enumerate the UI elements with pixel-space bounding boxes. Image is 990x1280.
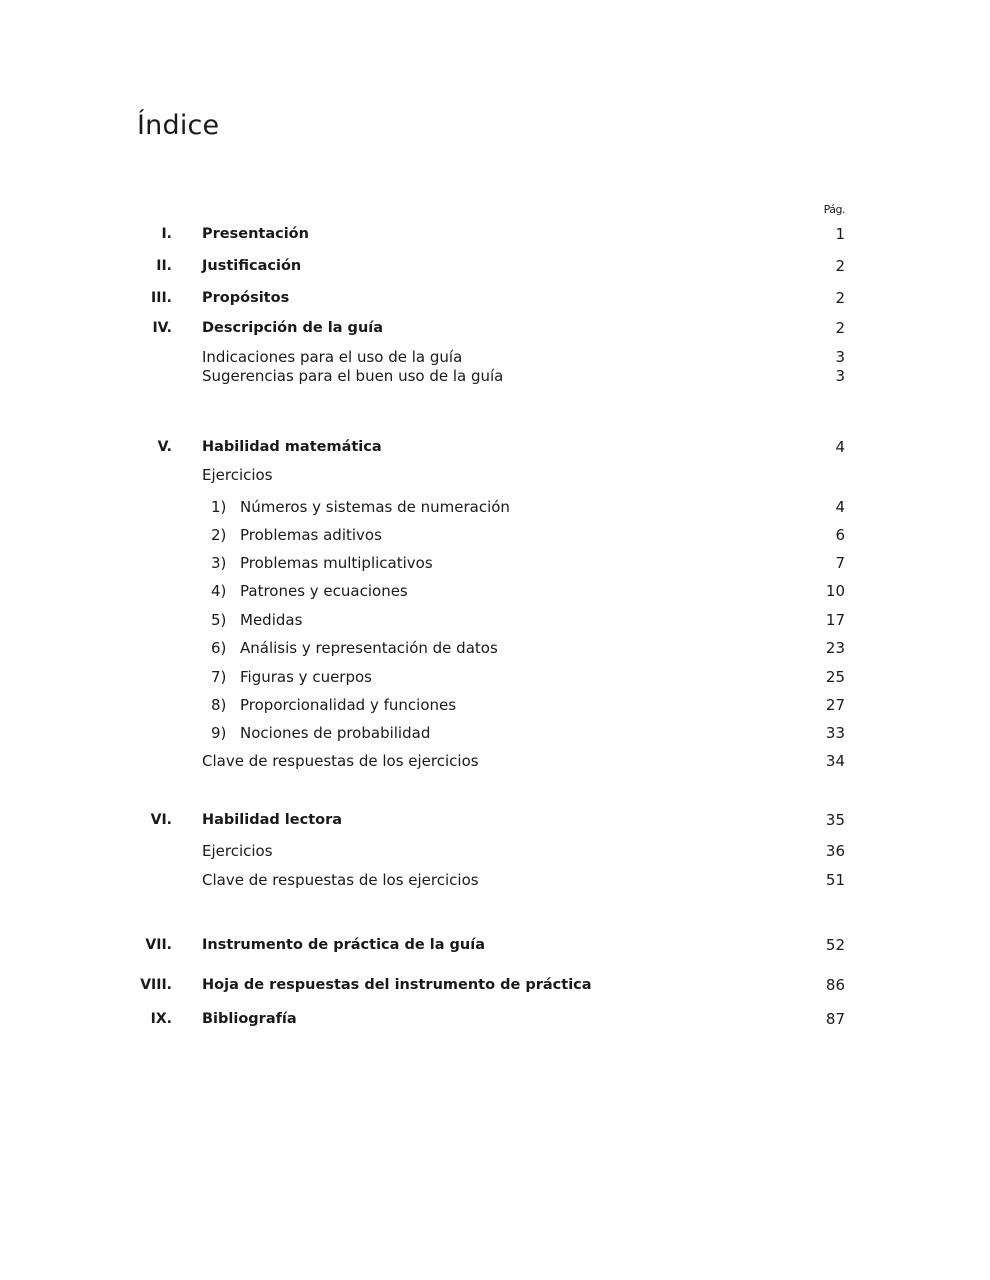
toc-exercise-item[interactable] (0, 694, 990, 716)
section-title: Presentación (202, 226, 309, 242)
page-title: Índice (137, 110, 220, 141)
page-number: 35 (825, 811, 845, 829)
page-number: 4 (835, 498, 845, 516)
section-title: Habilidad lectora (202, 812, 343, 828)
subentry-title: Ejercicios (202, 466, 273, 484)
toc-exercise-item[interactable] (0, 524, 990, 546)
exercise-title: Problemas aditivos (240, 526, 382, 544)
page-number: 86 (825, 976, 845, 994)
page-number: 51 (825, 871, 845, 889)
section-number: VIII. (140, 977, 172, 993)
section-number: IX. (150, 1011, 172, 1027)
page-number: 2 (835, 257, 845, 275)
toc-entry-instrumento[interactable] (0, 934, 990, 956)
page-number: 23 (825, 639, 845, 657)
page-number: 6 (835, 526, 845, 544)
toc-entry-justificacion[interactable] (0, 255, 990, 277)
page-number: 17 (825, 611, 845, 629)
section-title: Propósitos (202, 290, 290, 306)
section-number: I. (161, 226, 172, 242)
page-number: 3 (835, 348, 845, 366)
exercise-number: 6) (211, 639, 227, 657)
page-number: 25 (825, 668, 845, 686)
exercise-number: 3) (211, 554, 227, 572)
exercise-number: 2) (211, 526, 227, 544)
toc-exercise-item[interactable] (0, 722, 990, 744)
section-number: II. (156, 258, 172, 274)
section-title: Bibliografía (202, 1011, 297, 1027)
page-number: 33 (825, 724, 845, 742)
exercise-title: Figuras y cuerpos (240, 668, 372, 686)
exercise-number: 7) (211, 668, 227, 686)
toc-subentry-clave-lectora[interactable] (0, 869, 990, 891)
toc-exercise-item[interactable] (0, 609, 990, 631)
page-number: 2 (835, 319, 845, 337)
subentry-title: Clave de respuestas de los ejercicios (202, 752, 479, 770)
page-number: 34 (825, 752, 845, 770)
exercise-number: 9) (211, 724, 227, 742)
page-number: 3 (835, 367, 845, 385)
page-number: 36 (825, 842, 845, 860)
exercise-number: 4) (211, 582, 227, 600)
toc-entry-bibliografia[interactable] (0, 1008, 990, 1030)
page-number: 87 (825, 1010, 845, 1028)
subentry-title: Sugerencias para el buen uso de la guía (202, 367, 504, 385)
section-title: Instrumento de práctica de la guía (202, 937, 485, 953)
subentry-title: Ejercicios (202, 842, 273, 860)
page-number: 1 (835, 225, 845, 243)
subentry-title: Indicaciones para el uso de la guía (202, 348, 463, 366)
section-number: VI. (150, 812, 172, 828)
toc-exercise-item[interactable] (0, 637, 990, 659)
exercise-number: 5) (211, 611, 227, 629)
toc-subentry-ejercicios (0, 464, 990, 486)
exercise-title: Patrones y ecuaciones (240, 582, 408, 600)
toc-entry-propositos[interactable] (0, 287, 990, 309)
toc-exercise-item[interactable] (0, 580, 990, 602)
toc-subentry-clave-matematica[interactable] (0, 750, 990, 772)
toc-subentry-ejercicios-lectora[interactable] (0, 840, 990, 862)
toc-exercise-item[interactable] (0, 666, 990, 688)
page-number: 2 (835, 289, 845, 307)
toc-entry-habilidad-matematica[interactable] (0, 436, 990, 458)
toc-entry-hoja-respuestas[interactable] (0, 974, 990, 996)
exercise-title: Análisis y representación de datos (240, 639, 498, 657)
page-number: 4 (835, 438, 845, 456)
toc-exercise-item[interactable] (0, 552, 990, 574)
exercise-number: 8) (211, 696, 227, 714)
exercise-title: Nociones de probabilidad (240, 724, 431, 742)
section-title: Descripción de la guía (202, 320, 384, 336)
exercise-number: 1) (211, 498, 227, 516)
page-column-header: Pág. (823, 203, 845, 216)
section-title: Habilidad matemática (202, 439, 382, 455)
section-title: Hoja de respuestas del instrumento de práctica (202, 977, 592, 993)
exercise-title: Medidas (240, 611, 303, 629)
section-number: VII. (145, 937, 172, 953)
exercise-title: Números y sistemas de numeración (240, 498, 510, 516)
section-number: IV. (152, 320, 172, 336)
section-number: V. (157, 439, 172, 455)
page-number: 27 (825, 696, 845, 714)
exercise-title: Proporcionalidad y funciones (240, 696, 457, 714)
exercise-title: Problemas multiplicativos (240, 554, 433, 572)
toc-subentry-sugerencias[interactable] (0, 365, 990, 387)
toc-entry-descripcion[interactable] (0, 317, 990, 339)
page-number: 7 (835, 554, 845, 572)
toc-exercise-item[interactable] (0, 496, 990, 518)
page-number: 10 (825, 582, 845, 600)
section-title: Justificación (202, 258, 302, 274)
page-number: 52 (825, 936, 845, 954)
toc-entry-habilidad-lectora[interactable] (0, 809, 990, 831)
toc-entry-presentacion[interactable] (0, 223, 990, 245)
section-number: III. (151, 290, 172, 306)
subentry-title: Clave de respuestas de los ejercicios (202, 871, 479, 889)
